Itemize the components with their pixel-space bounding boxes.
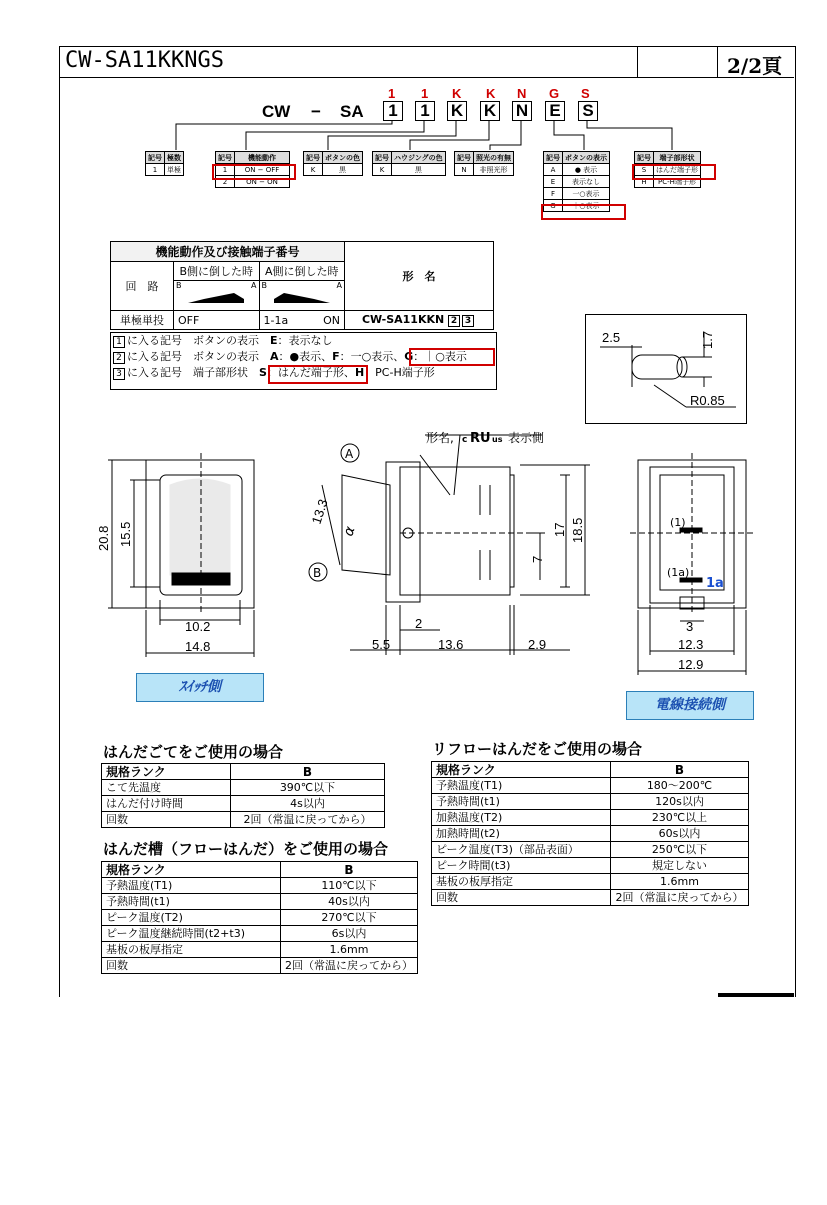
code-box: N (512, 101, 532, 121)
poles-table: 記号 極数 1 単極 (145, 151, 184, 176)
red-letter: N (517, 86, 527, 101)
light-table: 記号 照光の有無 N 非照光形 (454, 151, 514, 176)
dim-label: 2.5 (602, 330, 621, 345)
iron-table: 規格ランク B こて先温度 390℃以下 はんだ付け時間 4s以内 回数 2回（常温に戻ってから） (101, 763, 385, 828)
code-dash: − (311, 102, 321, 121)
highlight-box (212, 164, 296, 180)
red-letter: 1 (388, 86, 396, 101)
bottom-bar (718, 993, 794, 997)
iron-title: はんだごてをご使用の場合 (103, 743, 284, 761)
red-letter: 1 (421, 86, 429, 101)
dim-label: 2.9 (528, 637, 547, 652)
terminal-label: 1a (706, 576, 724, 591)
dim-label: 13.3 (308, 497, 331, 526)
dim-label: 17 (552, 522, 567, 537)
highlight-box (541, 204, 626, 220)
document-title: CW-SA11KKNGS (65, 48, 224, 73)
red-letter: S (581, 86, 590, 101)
dim-label: 15.5 (118, 521, 133, 547)
dim-label: 14.8 (185, 639, 211, 654)
code-box: 1 (415, 101, 435, 121)
page-number: 2/2頁 (727, 54, 783, 78)
code-box: S (578, 101, 598, 121)
red-letter: K (452, 86, 462, 101)
highlight-box (409, 348, 495, 366)
note-row: 1 に入る記号 ボタンの表示 E：表示なし (113, 333, 496, 349)
code-box: 1 (383, 101, 403, 121)
note-row: 3 に入る記号 端子部形状 S：はんだ端子形、H：PC-H端子形 (113, 365, 496, 381)
code-series: SA (340, 102, 364, 121)
flow-title: はんだ槽（フローはんだ）をご使用の場合 (103, 840, 389, 858)
button-display-table: 記号 ボタンの表示 A ● 表示 E 表示なし F 一○表示 G ｜○表示 (543, 151, 610, 212)
dim-label: 20.8 (96, 525, 111, 551)
note-row: 2 に入る記号 ボタンの表示 A：●表示、F：一○表示、G：｜○表示 (113, 349, 496, 365)
dim-label: 1.7 (700, 330, 715, 349)
highlight-box (268, 365, 368, 384)
red-letter: G (549, 86, 560, 101)
reflow-title: リフローはんだをご使用の場合 (432, 740, 643, 758)
rocker-b-icon (174, 281, 258, 307)
terminal-detail-drawing (586, 315, 746, 423)
code-box: K (480, 101, 500, 121)
highlight-box (632, 164, 716, 180)
dim-label: 5.5 (372, 637, 391, 652)
dim-label: 7 (530, 555, 545, 563)
terminal-label: (1a) (667, 566, 690, 579)
label-b: B (313, 566, 322, 580)
dim-label: 18.5 (570, 517, 585, 543)
model-mark: 形名, (426, 431, 454, 445)
red-letter: K (486, 86, 496, 101)
code-prefix: CW (262, 102, 291, 121)
housing-color-table: 記号 ハウジングの色 K 黒 (372, 151, 446, 176)
code-box: K (447, 101, 467, 121)
wire-side-label: 電線接続側 (626, 691, 754, 720)
ul-mark: us (492, 435, 503, 444)
display-side: 表示側 (508, 431, 545, 445)
button-color-table: 記号 ボタンの色 K 黒 (303, 151, 363, 176)
dim-label: α (340, 524, 359, 539)
ul-mark: RU (470, 431, 491, 446)
terminal-label: (1) (670, 516, 686, 529)
dim-label: 3 (686, 619, 694, 634)
code-box: E (545, 101, 565, 121)
dim-label: 13.6 (438, 637, 464, 652)
function-contact-table: 機能動作及び接触端子番号 形 名 回 路 B側に倒した時 A側に倒した時 B A B A 単極単投 OFF 1-1a ON CW-SA11KKN 2 3 (110, 241, 494, 330)
label-a: A (345, 447, 354, 461)
switch-side-label: ｽｲｯﾁ側 (136, 673, 264, 702)
ul-mark: c (462, 435, 468, 445)
rocker-a-icon (260, 281, 344, 307)
dim-label: 2 (415, 616, 423, 631)
dim-label: 10.2 (185, 619, 211, 634)
dim-label: 12.9 (678, 657, 704, 672)
dim-label: R0.85 (690, 393, 725, 408)
dim-label: 12.3 (678, 637, 704, 652)
reflow-table: 規格ランク B 予熱温度(T1) 180〜200℃ 予熱時間(t1) 120s以内 加熱温度(T2) 230℃以上 加熱時間(t2) 60s以内 ピーク温度(T3)（部品表面） 250℃以下 ピーク時間(t3) 規定しない 基板の板厚指定 1.6mm 回数 2回（常温に戻ってから） (431, 761, 749, 906)
code-leaders (0, 0, 827, 160)
terminal-detail (585, 314, 747, 424)
flow-table: 規格ランク B 予熱温度(T1) 110℃以下 予熱時間(t1) 40s以内 ピーク温度(T2) 270℃以下 ピーク温度継続時間(t2+t3) 6s以内 基板の板厚指定 1.6mm 回数 2回（常温に戻ってから） (101, 861, 418, 974)
terminal-table: 記号 端子部形状 S はんだ端子形 H PC-H端子形 (634, 151, 701, 188)
function-table: 記号 機能動作 1 ON − OFF 2 ON − ON (215, 151, 290, 188)
